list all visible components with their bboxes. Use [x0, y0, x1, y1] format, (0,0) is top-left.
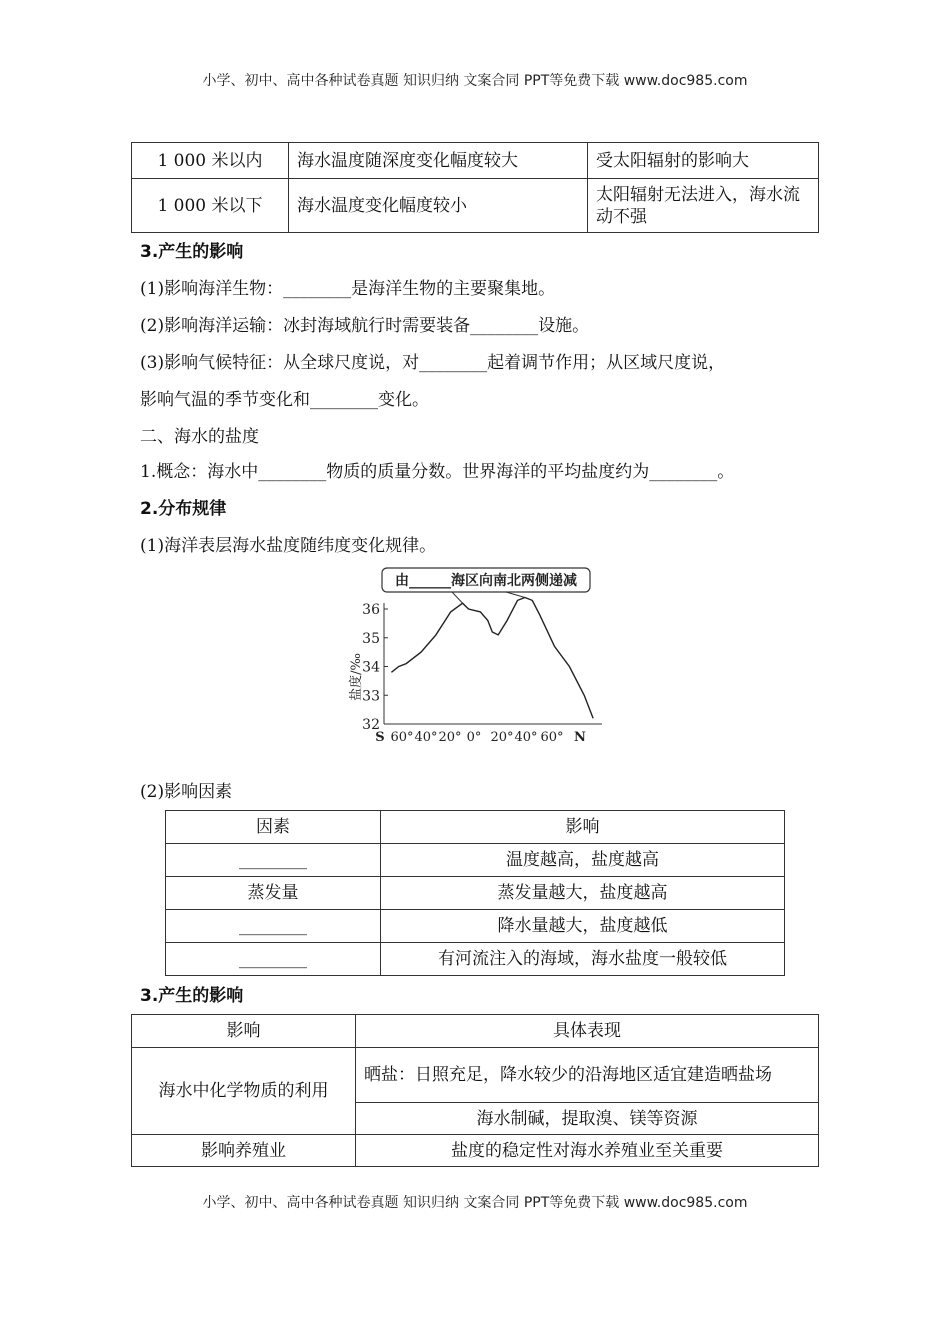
temperature-depth-table: [131, 142, 819, 233]
paragraph-line: (2)影响海洋运输：冰封海域航行时需要装备________设施。: [140, 316, 590, 336]
table-cell: 海水中化学物质的利用: [132, 1048, 356, 1135]
table-row: [132, 1048, 819, 1103]
y-tick-label: 33: [362, 688, 380, 705]
x-tick-label: N: [574, 730, 586, 745]
table-cell: 蒸发量越大，盐度越高: [381, 877, 785, 910]
table-cell: 影响养殖业: [132, 1135, 356, 1167]
paragraph-line: (3)影响气候特征：从全球尺度说，对________起着调节作用；从区域尺度说，: [140, 353, 726, 373]
table-row: [132, 143, 819, 179]
table-cell: 受太阳辐射的影响大: [588, 143, 819, 179]
paragraph-line: (1)海洋表层海水盐度随纬度变化规律。: [140, 536, 437, 556]
table-cell: ________: [166, 844, 381, 877]
x-tick-label: S: [375, 730, 385, 745]
table-cell: 太阳辐射无法进入，海水流动不强: [588, 179, 819, 233]
section-title: 2.分布规律: [140, 499, 227, 519]
y-tick-label: 35: [362, 630, 380, 647]
x-tick-label: 0°: [466, 730, 482, 745]
table-row: [166, 877, 785, 910]
page-footer: 小学、初中、高中各种试卷真题 知识归纳 文案合同 PPT等免费下载 www.doc985.com: [202, 1195, 748, 1211]
table-cell: 降水量越大，盐度越低: [381, 910, 785, 943]
section-title: 3.产生的影响: [140, 986, 244, 1006]
table-cell: 海水温度变化幅度较小: [289, 179, 588, 233]
table-header: 因素: [166, 811, 381, 844]
salinity-latitude-chart: [340, 565, 620, 750]
x-tick-label: 40°: [414, 730, 438, 745]
y-tick-label: 32: [362, 717, 380, 733]
annotation-label: 由______海区向南北两侧递减: [395, 573, 577, 589]
table-cell: ________: [166, 910, 381, 943]
heading: 二、海水的盐度: [140, 427, 259, 447]
table-row: [132, 179, 819, 233]
salinity-line: [391, 598, 593, 719]
table-cell: 蒸发量: [166, 877, 381, 910]
table-row: [166, 811, 785, 844]
paragraph-line: (2)影响因素: [140, 782, 233, 802]
table-row: [166, 844, 785, 877]
page-header: 小学、初中、高中各种试卷真题 知识归纳 文案合同 PPT等免费下载 www.doc985.com: [202, 73, 748, 89]
paragraph-line: 1.概念：海水中________物质的质量分数。世界海洋的平均盐度约为________。: [140, 462, 735, 482]
table-header: 具体表现: [356, 1015, 819, 1048]
x-tick-label: 60°: [540, 730, 564, 745]
table-cell: 海水温度随深度变化幅度较大: [289, 143, 588, 179]
table-cell: 温度越高，盐度越高: [381, 844, 785, 877]
x-tick-label: 40°: [514, 730, 538, 745]
table-cell: 有河流注入的海域，海水盐度一般较低: [381, 943, 785, 976]
table-cell: 1 000 米以下: [132, 179, 289, 233]
annotation-pointer: [506, 592, 525, 598]
paragraph-line: 影响气温的季节变化和________变化。: [140, 390, 429, 410]
table-cell: 1 000 米以内: [132, 143, 289, 179]
x-tick-label: 20°: [438, 730, 462, 745]
table-cell: 盐度的稳定性对海水养殖业至关重要: [356, 1135, 819, 1167]
x-tick-label: 20°: [490, 730, 514, 745]
salinity-effects-table: [131, 1014, 819, 1167]
table-row: [132, 1015, 819, 1048]
table-row: [166, 943, 785, 976]
table-cell: 海水制碱，提取溴、镁等资源: [356, 1103, 819, 1135]
table-header: 影响: [132, 1015, 356, 1048]
y-tick-label: 36: [362, 602, 380, 618]
x-tick-label: 60°: [390, 730, 414, 745]
table-cell: 晒盐：日照充足，降水较少的沿海地区适宜建造晒盐场: [356, 1048, 819, 1103]
salinity-factors-table: [165, 810, 785, 976]
table-row: [132, 1135, 819, 1167]
paragraph-line: (1)影响海洋生物：________是海洋生物的主要聚集地。: [140, 279, 556, 299]
table-cell: ________: [166, 943, 381, 976]
y-tick-label: 34: [362, 659, 380, 676]
table-row: [166, 910, 785, 943]
table-header: 影响: [381, 811, 785, 844]
section-title: 3.产生的影响: [140, 242, 244, 262]
annotation-pointer: [452, 592, 463, 603]
y-axis-label: 盐度/‰: [349, 653, 364, 701]
